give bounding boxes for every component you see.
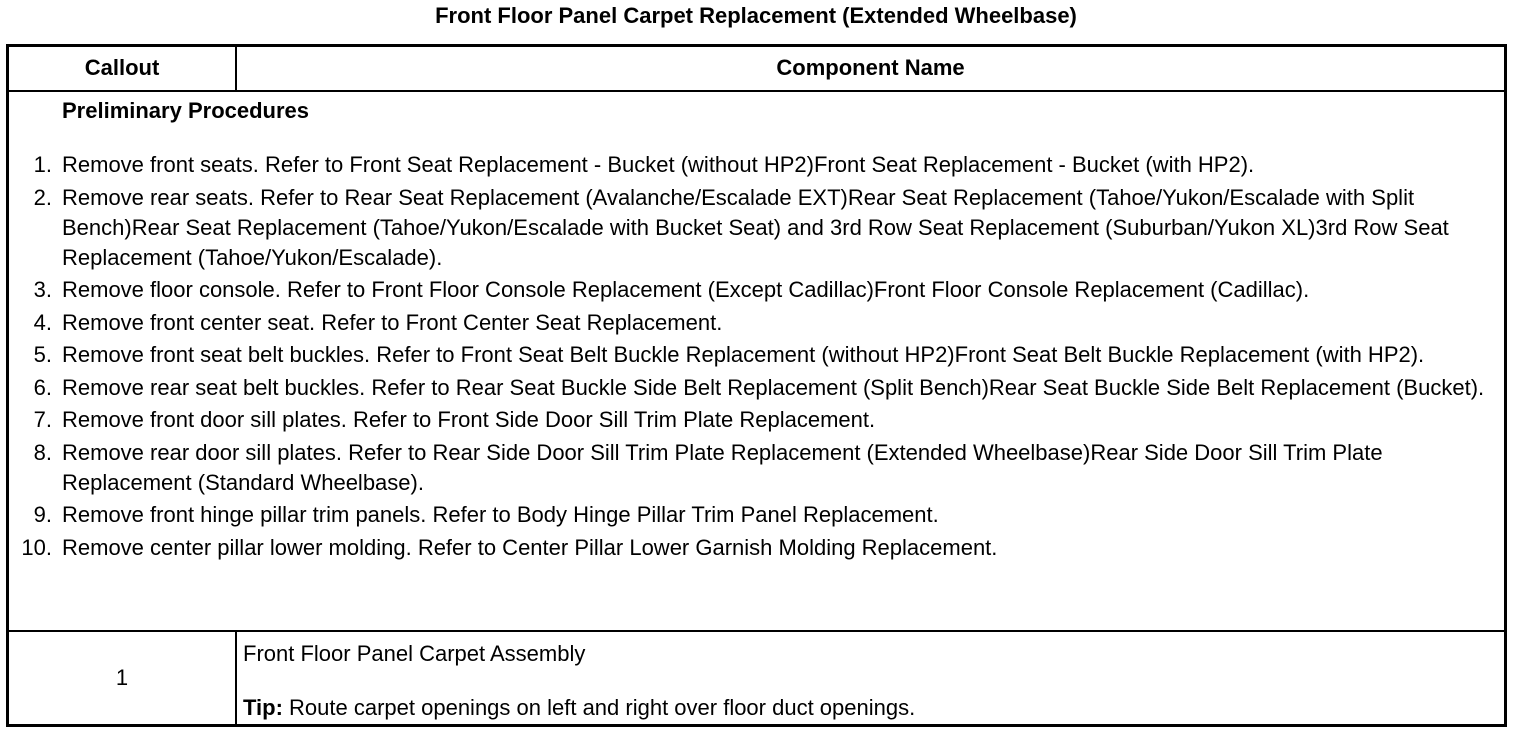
- tip-text: Route carpet openings on left and right over floor duct openings.: [282, 695, 916, 720]
- list-item: [9, 340, 1504, 370]
- list-item: [9, 275, 1504, 305]
- step-text: Remove front seat belt buckles. Refer to Front Seat Belt Buckle Replacement (without HP2)Front Seat Belt Buckle Replacement (with HP2).: [62, 342, 1425, 367]
- step-number: 5.: [33, 342, 52, 367]
- callout-column-header: Callout: [9, 47, 237, 90]
- step-text: Remove front door sill plates. Refer to Front Side Door Sill Trim Plate Replacement.: [62, 407, 876, 432]
- list-item: [9, 500, 1504, 530]
- step-text: Remove center pillar lower molding. Refer to Center Pillar Lower Garnish Molding Replacement.: [62, 534, 998, 560]
- preliminary-procedures-heading: Preliminary Procedures: [62, 98, 310, 123]
- step-text: Remove rear seats. Refer to Rear Seat Replacement (Avalanche/Escalade EXT)Rear Seat Replacement (Tahoe/Yukon/Escalade with Split Bench)Rear Seat Replacement (Tahoe/Yukon/Escalade with Bucket Seat) and 3rd Row Seat Replacement (Suburban/Yukon XL)3rd Row Seat Replacement (Tahoe/Yukon/Escalade).: [62, 184, 1449, 270]
- step-text: Remove front center seat. Refer to Front Center Seat Replacement.: [62, 309, 723, 335]
- page-title: Front Floor Panel Carpet Replacement (Extended Wheelbase): [435, 3, 1077, 28]
- callout-number: [9, 632, 237, 724]
- tip-note: [243, 694, 915, 722]
- step-text: Remove front hinge pillar trim panels. Refer to Body Hinge Pillar Trim Panel Replacement.: [62, 502, 939, 527]
- step-text: Remove floor console. Refer to Front Floor Console Replacement (Except Cadillac)Front Floor Console Replacement (Cadillac).: [62, 277, 1310, 302]
- step-number: 3.: [33, 277, 52, 302]
- list-item: [9, 533, 1504, 563]
- step-number: 1.: [33, 152, 52, 177]
- step-number: 7.: [33, 407, 52, 432]
- list-item: [9, 405, 1504, 435]
- list-item: [9, 183, 1504, 273]
- step-number: 2.: [33, 184, 52, 210]
- preliminary-step-list: [9, 150, 1504, 565]
- tip-label: Tip:: [243, 695, 283, 720]
- table-header-row: [9, 47, 1504, 92]
- table-row: [9, 632, 1504, 724]
- step-text: Remove front seats. Refer to Front Seat Replacement - Bucket (without HP2)Front Seat Replacement - Bucket (with HP2).: [62, 152, 1255, 177]
- step-number: 10.: [21, 534, 52, 560]
- step-number: 9.: [33, 502, 52, 527]
- component-name-column-header: Component Name: [776, 55, 965, 80]
- component-name: Front Floor Panel Carpet Assembly: [243, 641, 586, 666]
- procedure-table: [6, 44, 1507, 727]
- list-item: [9, 373, 1504, 403]
- list-item: [9, 308, 1504, 338]
- step-number: 4.: [33, 309, 52, 335]
- step-number: 6.: [33, 374, 52, 400]
- step-text: Remove rear seat belt buckles. Refer to Rear Seat Buckle Side Belt Replacement (Split Bench)Rear Seat Buckle Side Belt Replacement (Bucket).: [62, 374, 1485, 400]
- step-number: 8.: [33, 439, 52, 465]
- callout-number-text: 1: [115, 665, 129, 690]
- step-text: Remove rear door sill plates. Refer to Rear Side Door Sill Trim Plate Replacement (Extended Wheelbase)Rear Side Door Sill Trim Plate Replacement (Standard Wheelbase).: [62, 439, 1383, 495]
- list-item: [9, 150, 1504, 180]
- preliminary-procedures-row: [9, 92, 1504, 632]
- list-item: [9, 438, 1504, 498]
